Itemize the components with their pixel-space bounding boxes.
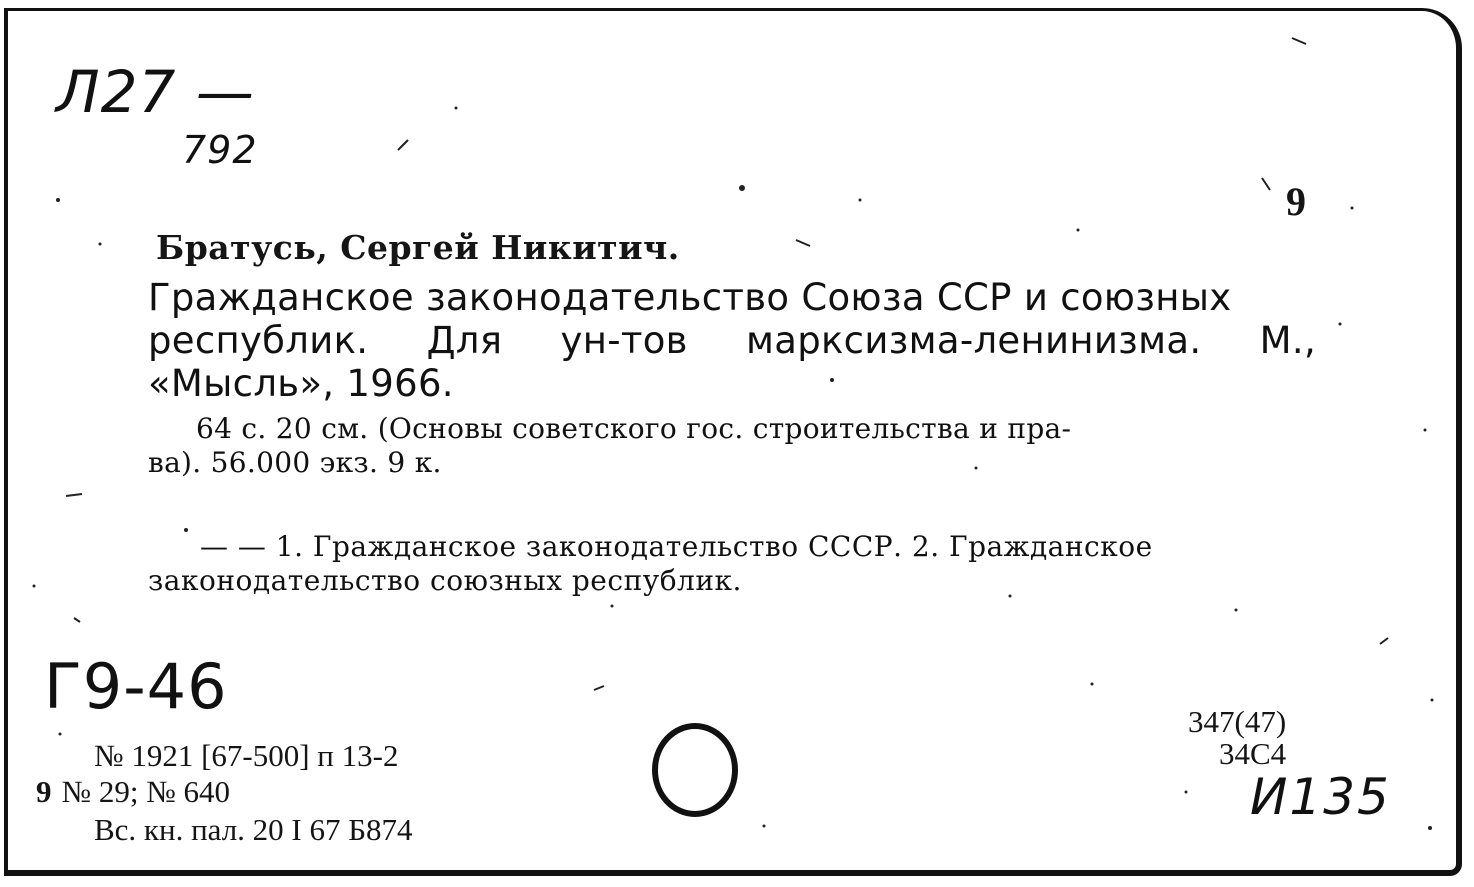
handwritten-shelfmark: Л27 —: [56, 58, 255, 126]
subject-line-2: законодательство союзных республик.: [148, 564, 742, 597]
handwritten-inventory-number: И135: [1250, 768, 1391, 826]
title-line-3: «Мысль», 1966.: [148, 362, 454, 405]
handwritten-class-mark: Г9-46: [44, 650, 228, 723]
subject-headings: [148, 530, 1316, 598]
title-line-2: республик. Для ун-тов марксизма-ленинизма. М.,: [148, 319, 1316, 362]
subject-line-1: — — 1. Гражданское законодательство СССР. 2. Гражданское: [200, 530, 1153, 563]
physical-desc-line-1: 64 с. 20 см. (Основы советского гос. строительства и пра-: [196, 412, 1072, 445]
print-info-line-1: № 1921 [67-500] п 13-2: [94, 738, 399, 773]
card-number: 9: [1286, 179, 1306, 224]
udc-code: 347(47): [1188, 704, 1287, 739]
physical-description: [148, 412, 1316, 480]
classification-block: [1188, 706, 1286, 770]
author-heading: Братусь, Сергей Никитич.: [156, 228, 680, 267]
print-info-numbers: № 29; № 640: [61, 774, 231, 809]
physical-desc-line-2: ва). 56.000 экз. 9 к.: [148, 446, 442, 479]
handwritten-shelfmark-number: 792: [182, 128, 258, 172]
circle-stamp-mark: [650, 722, 740, 818]
print-info-prefix: 9: [36, 774, 52, 809]
print-info-line-3: Вс. кн. пал. 20 I 67 Б874: [94, 812, 413, 847]
print-info-line-2: [36, 774, 230, 810]
title-description: [148, 276, 1316, 405]
bbk-code: 34С4: [1218, 736, 1287, 771]
title-line-1: Гражданское законодательство Союза ССР и союзных: [148, 276, 1232, 319]
